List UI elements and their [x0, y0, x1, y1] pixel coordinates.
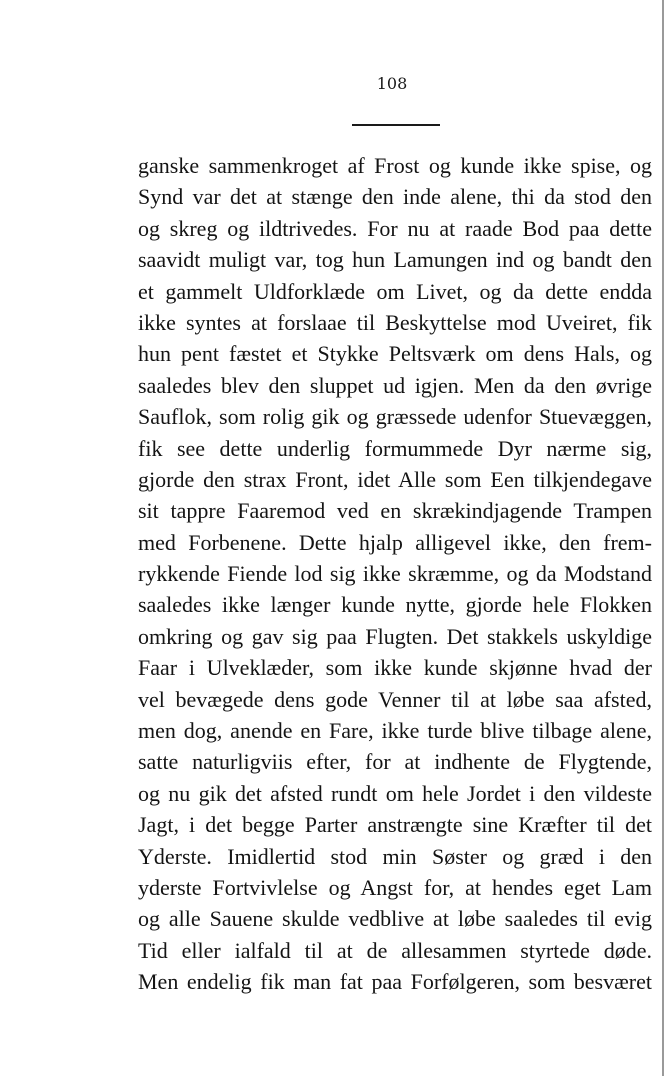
text-line: saaledes ikke længer kunde nytte, gjorde hele Flokken	[138, 592, 652, 618]
text-line: ganske sammenkroget af Frost og kunde ikke spise, og	[138, 153, 652, 178]
text-line: Yderste. Imidlertid stod min Søster og græd i den	[138, 843, 652, 869]
header-rule	[352, 124, 440, 126]
text-line: og nu gik det afsted rundt om hele Jordet i den vildeste	[138, 780, 652, 806]
text-line: Synd var det at stænge den inde alene, thi da stod den	[138, 184, 652, 210]
text-line: Tid eller ialfald til at de allesammen styrtede døde.	[138, 937, 652, 963]
text-line: gjorde den strax Front, idet Alle som Een tilkjendegave	[138, 466, 652, 492]
text-line: saavidt muligt var, tog hun Lamungen ind og bandt den	[138, 247, 652, 273]
text-line: et gammelt Uldforklæde om Livet, og da dette endda	[138, 278, 652, 304]
text-line: og skreg og ildtrivedes. For nu at raade Bod paa dette	[138, 215, 652, 241]
page-number: 108	[376, 74, 408, 93]
text-line: yderste Fortvivlelse og Angst for, at hendes eget Lam	[138, 874, 652, 900]
text-line: fik see dette underlig formummede Dyr nærme sig,	[138, 435, 652, 461]
text-line: Faar i Ulveklæder, som ikke kunde skjønne hvad der	[138, 655, 652, 681]
text-line: sit tappre Faaremod ved en skrækindjagende Trampen	[138, 498, 652, 524]
text-line: ikke syntes at forslaae til Beskyttelse mod Uveiret, fik	[138, 309, 652, 335]
text-line: med Forbenene. Dette hjalp alligevel ikke, den frem-	[138, 529, 652, 555]
body-text	[138, 150, 652, 998]
text-line: satte naturligviis efter, for at indhente de Flygtende,	[138, 749, 652, 775]
text-line: Men endelig fik man fat paa Forfølgeren, som besværet	[138, 969, 652, 995]
text-line: omkring og gav sig paa Flugten. Det stakkels uskyldige	[138, 623, 652, 649]
text-line: men dog, anende en Fare, ikke turde blive tilbage alene,	[138, 718, 652, 744]
text-line: Jagt, i det begge Parter anstrængte sine Kræfter til det	[138, 812, 652, 838]
text-line: saaledes blev den sluppet ud igjen. Men da den øvrige	[138, 372, 652, 398]
text-line: hun pent fæstet et Stykke Peltsværk om dens Hals, og	[138, 341, 652, 367]
text-line: rykkende Fiende lod sig ikke skræmme, og da Modstand	[138, 561, 652, 587]
text-line: Sauflok, som rolig gik og græssede udenfor Stuevæggen,	[138, 404, 652, 430]
text-line: vel bevægede dens gode Venner til at løbe saa afsted,	[138, 686, 652, 712]
text-line: og alle Sauene skulde vedblive at løbe saaledes til evig	[138, 906, 652, 932]
